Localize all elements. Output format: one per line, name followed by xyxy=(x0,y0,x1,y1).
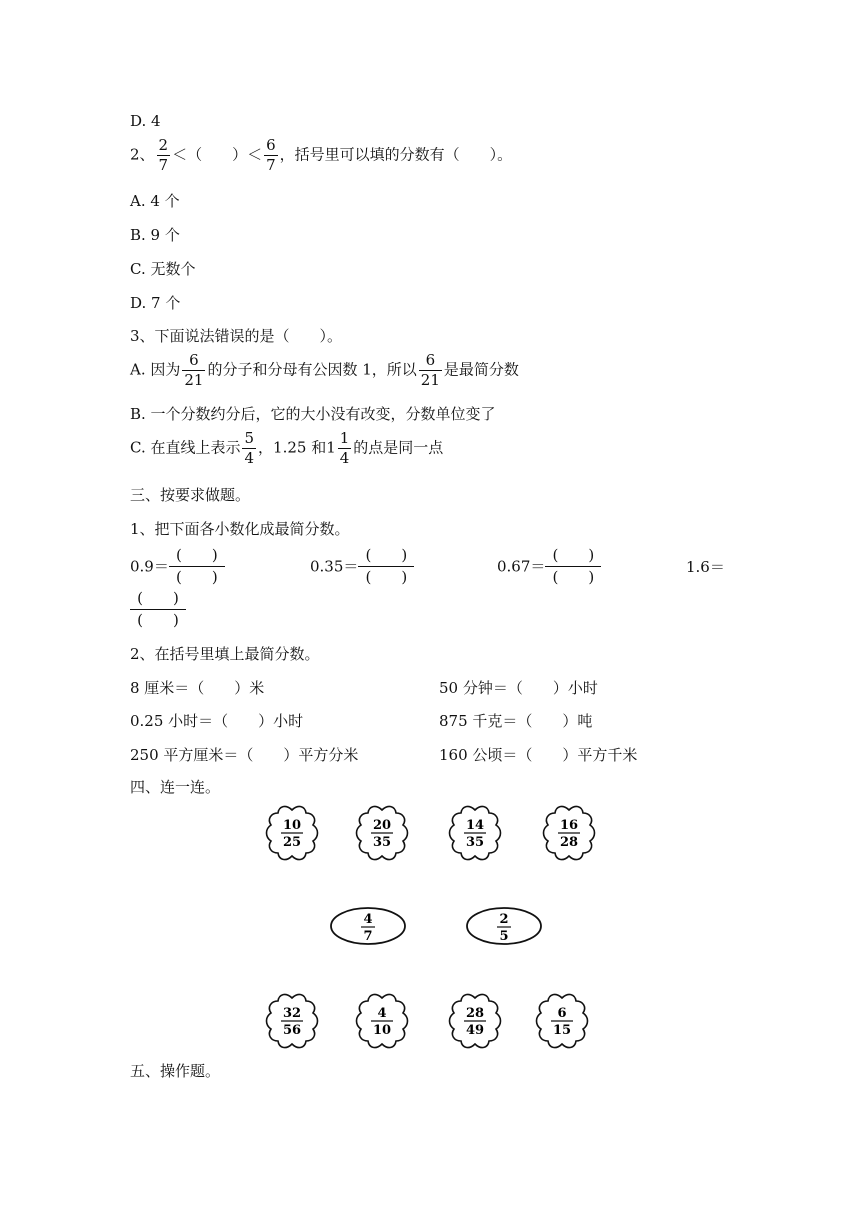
q3-option-c xyxy=(130,431,443,466)
section-5-title: 五、操作题。 xyxy=(130,1062,221,1080)
unit-conversion-item: 50 分钟＝（ ）小时 xyxy=(439,679,598,697)
q3-a-fraction-2 xyxy=(419,353,442,388)
fraction-numerator: 4 xyxy=(363,912,373,927)
mixed-fraction xyxy=(338,431,352,466)
blank-denominator: ( ) xyxy=(176,567,218,586)
unit-conversion-item: 250 平方厘米＝（ ）平方分米 xyxy=(130,746,359,764)
q3-a-post: 是最简分数 xyxy=(443,360,519,379)
question-3-stem: 3、下面说法错误的是（ ）。 xyxy=(130,327,343,345)
fraction-denominator: 49 xyxy=(465,1023,485,1038)
blank-denominator: ( ) xyxy=(552,567,595,586)
blank-fraction xyxy=(545,547,601,585)
mixed-whole: 1 xyxy=(326,438,336,457)
blank-fraction xyxy=(130,590,186,628)
fraction-numerator: 2 xyxy=(499,912,509,927)
denominator: 7 xyxy=(158,156,169,174)
q1-option-d: D. 4 xyxy=(130,112,161,130)
fraction-numerator: 4 xyxy=(377,1006,387,1021)
q3-option-a xyxy=(130,353,519,388)
q3-c-mixed-number xyxy=(326,431,353,466)
q2-middle: ＜（ ）＜ xyxy=(172,145,263,164)
matching-figure xyxy=(0,800,860,1050)
flower-fraction-card[interactable] xyxy=(267,994,318,1047)
q3-a-pre: A. 因为 xyxy=(130,360,181,379)
numerator: 6 xyxy=(182,353,205,371)
fraction-numerator: 6 xyxy=(557,1006,567,1021)
section-3-task-2-title: 2、在括号里填上最简分数。 xyxy=(130,645,320,663)
flower-fraction-card[interactable] xyxy=(537,994,588,1047)
q3-c-post: 的点是同一点 xyxy=(353,438,444,457)
q2-option-c: C. 无数个 xyxy=(130,260,196,278)
decimal-label: 0.67＝ xyxy=(497,557,546,576)
q2-right-fraction xyxy=(264,138,278,173)
fraction-numerator: 10 xyxy=(282,818,302,833)
fraction-denominator: 35 xyxy=(465,835,485,850)
numerator: 6 xyxy=(419,353,442,371)
q3-a-fraction-1 xyxy=(182,353,205,388)
fraction-numerator: 16 xyxy=(559,818,579,833)
fraction-denominator: 35 xyxy=(372,835,392,850)
denominator: 4 xyxy=(339,449,350,467)
denominator: 4 xyxy=(244,449,255,467)
fraction-denominator: 15 xyxy=(552,1023,572,1038)
numerator: 6 xyxy=(266,136,276,154)
flower-fraction-card[interactable] xyxy=(450,806,501,859)
decimal-conversion-label: 1.6＝ xyxy=(686,558,725,576)
decimal-conversion-item xyxy=(497,547,601,585)
flower-fraction-card[interactable] xyxy=(544,806,595,859)
blank-denominator: ( ) xyxy=(137,610,179,629)
numerator: 5 xyxy=(244,429,255,447)
blank-numerator: ( ) xyxy=(169,547,225,567)
flower-fraction-card[interactable] xyxy=(357,806,408,859)
blank-fraction xyxy=(358,547,414,585)
blank-numerator: ( ) xyxy=(130,590,186,610)
decimal-conversion-item xyxy=(130,547,225,585)
q2-option-b: B. 9 个 xyxy=(130,226,180,244)
fraction-numerator: 20 xyxy=(372,818,392,833)
denominator: 21 xyxy=(420,371,440,389)
unit-conversion-item: 8 厘米＝（ ）米 xyxy=(130,679,265,697)
fraction-numerator: 28 xyxy=(465,1006,485,1021)
q3-a-mid: 的分子和分母有公因数 1，所以 xyxy=(207,360,417,379)
flower-fraction-card[interactable] xyxy=(267,806,318,859)
fraction-numerator: 32 xyxy=(282,1006,302,1021)
q2-prefix: 2、 xyxy=(130,145,155,164)
fraction-numerator: 14 xyxy=(465,818,485,833)
flower-fraction-card[interactable] xyxy=(357,994,408,1047)
blank-fraction xyxy=(169,547,225,585)
oval-fraction-card[interactable] xyxy=(331,908,405,944)
unit-conversion-item: 160 公顷＝（ ）平方千米 xyxy=(439,746,638,764)
decimal-label: 0.9＝ xyxy=(130,557,169,576)
section-4-title: 四、连一连。 xyxy=(130,778,221,796)
fraction-denominator: 10 xyxy=(372,1023,392,1038)
unit-conversion-item: 0.25 小时＝（ ）小时 xyxy=(130,712,304,730)
denominator: 7 xyxy=(266,156,276,174)
question-2-stem xyxy=(130,138,512,173)
fraction-denominator: 25 xyxy=(282,835,302,850)
unit-conversion-item: 875 千克＝（ ）吨 xyxy=(439,712,593,730)
section-3-title: 三、按要求做题。 xyxy=(130,486,251,504)
section-3-task-1-title: 1、把下面各小数化成最简分数。 xyxy=(130,520,350,538)
blank-numerator: ( ) xyxy=(545,547,601,567)
fraction-denominator: 5 xyxy=(499,929,509,944)
blank-numerator: ( ) xyxy=(358,547,414,567)
q2-suffix: ，括号里可以填的分数有（ ）。 xyxy=(279,145,513,164)
fraction-denominator: 56 xyxy=(282,1023,302,1038)
q3-c-pre: C. 在直线上表示 xyxy=(130,438,241,457)
decimal-conversion-item xyxy=(310,547,414,585)
q2-left-fraction xyxy=(157,138,171,173)
flower-fraction-card[interactable] xyxy=(450,994,501,1047)
q2-option-a: A. 4 个 xyxy=(130,192,180,210)
numerator: 2 xyxy=(158,136,169,154)
fraction-denominator: 7 xyxy=(363,929,373,944)
oval-fraction-card[interactable] xyxy=(467,908,541,944)
decimal-label: 0.35＝ xyxy=(310,557,359,576)
numerator: 1 xyxy=(339,429,350,447)
q3-c-mid: ，1.25 和 xyxy=(258,438,327,457)
q2-option-d: D. 7 个 xyxy=(130,294,181,312)
denominator: 21 xyxy=(184,371,204,389)
q3-c-fraction xyxy=(242,431,256,466)
q3-option-b: B. 一个分数约分后，它的大小没有改变，分数单位变了 xyxy=(130,405,496,423)
blank-denominator: ( ) xyxy=(365,567,408,586)
fraction-denominator: 28 xyxy=(559,835,579,850)
